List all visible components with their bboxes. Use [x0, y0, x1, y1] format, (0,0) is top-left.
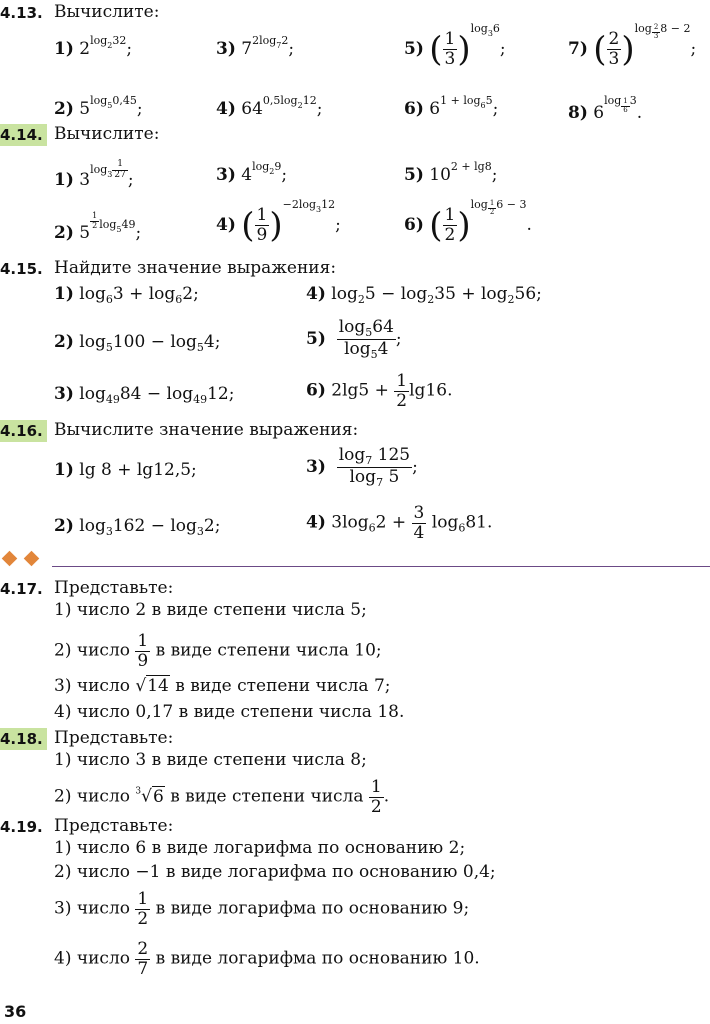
item-4-14-3: 3) $4^{log_29}$;	[216, 160, 288, 185]
problem-title-4-16: Вычислите значение выражения:	[54, 420, 359, 440]
problem-number-4-16: 4.16.	[0, 420, 47, 442]
item-4-13-3: 3) $7^{2log_72}$;	[216, 34, 295, 59]
item-4-16-1: 1) lg 8 + lg12,5;	[54, 460, 197, 480]
page-number: 36	[4, 1002, 27, 1021]
item-4-14-5: 5) $10^{2 + lg8}$;	[404, 160, 498, 185]
item-4-15-5: 5) $\frac{\log_564}{\log_54}$ ;	[306, 317, 402, 362]
problem-number-4-17: 4.17.	[0, 580, 43, 598]
problem-number-4-15: 4.15.	[0, 260, 43, 278]
problem-title-4-18: Представьте:	[54, 728, 174, 748]
item-4-15-6: 6) 2lg5 + $\frac{1}{2}$ lg16.	[306, 371, 453, 411]
item-4-17-4: 4) число 0,17 в виде степени числа 18.	[54, 702, 405, 722]
item-4-19-2: 2) число −1 в виде логарифма по основанию 0,4;	[54, 862, 496, 882]
problem-title-4-17: Представьте:	[54, 578, 174, 598]
item-4-14-2: 2) 5 $^{\frac{1}{2} log_549}$;	[54, 211, 142, 243]
item-4-13-4: 4) $64^{0,5log_212}$;	[216, 94, 323, 119]
section-diamond-icon	[24, 551, 40, 567]
item-4-19-3: 3) число $\frac{1}{2}$ в виде логарифма по основанию 9;	[54, 889, 470, 929]
item-4-13-2: 2) $5^{log_50,45}$;	[54, 94, 143, 119]
problem-title-4-15: Найдите значение выражения:	[54, 258, 337, 278]
item-4-17-3: 3) число √14 в виде степени числа 7;	[54, 676, 391, 696]
item-4-17-1: 1) число 2 в виде степени числа 5;	[54, 600, 367, 620]
section-diamond-icon	[2, 551, 18, 567]
item-4-16-4: 4) $3\log_62$ + $\frac{3}{4}$ $\log_681$.	[306, 503, 493, 543]
item-4-19-4: 4) число $\frac{2}{7}$ в виде логарифма по основанию 10.	[54, 939, 480, 979]
item-4-18-2: 2) число $^3$√6 в виде степени числа $\frac{1}{2}$ .	[54, 777, 390, 817]
item-4-16-3: 3) $\frac{\log_7 125}{\log_7 5}$ ;	[306, 445, 418, 490]
problem-number-4-13: 4.13.	[0, 4, 43, 22]
problem-number-4-14: 4.14.	[0, 124, 47, 146]
item-4-15-3: 3) $\log_{49}84 - \log_{49}12$;	[54, 384, 235, 406]
item-4-14-4: 4) ( $\frac{1}{9}$ )$^{-2log_312}$;	[216, 198, 341, 246]
item-4-19-1: 1) число 6 в виде логарифма по основанию 2;	[54, 838, 466, 858]
item-4-13-8: 8) $6^{log \frac{1}{6} 3}$.	[568, 94, 643, 123]
item-4-16-2: 2) $\log_3162 - \log_32$;	[54, 516, 221, 538]
item-4-13-5: 5) ( $\frac{1}{3}$ )$^{log_36}$;	[404, 22, 506, 70]
item-4-18-1: 1) число 3 в виде степени числа 8;	[54, 750, 367, 770]
item-4-13-6: 6) $6^{1 + log_65}$;	[404, 94, 499, 119]
item-4-13-7: 7) ( $\frac{2}{3}$ )$^{log \frac{2}{3} 8 - 2}$;	[568, 22, 697, 70]
problem-title-4-19: Представьте:	[54, 816, 174, 836]
item-4-15-2: 2) $\log_5100 - \log_54$;	[54, 332, 221, 354]
item-4-15-1: 1) $\log_63 + \log_62$;	[54, 284, 199, 306]
item-4-15-4: 4) $\log_25 - \log_235 + \log_256$;	[306, 284, 542, 306]
problem-number-4-18: 4.18.	[0, 728, 47, 750]
problem-title-4-13: Вычислите:	[54, 2, 160, 22]
item-4-14-6: 6) ( $\frac{1}{2}$ )$^{log \frac{1}{2} 6 - 3}$.	[404, 198, 532, 246]
item-4-14-1: 1) $3^{log_3 \frac{1}{27}}$ ;	[54, 159, 134, 190]
problem-title-4-14: Вычислите:	[54, 124, 160, 144]
item-4-13-1: 1) $2^{log_232}$;	[54, 34, 133, 59]
item-4-17-2: 2) число $\frac{1}{9}$ в виде степени числа 10;	[54, 631, 382, 671]
section-divider	[52, 566, 710, 567]
problem-number-4-19: 4.19.	[0, 818, 43, 836]
